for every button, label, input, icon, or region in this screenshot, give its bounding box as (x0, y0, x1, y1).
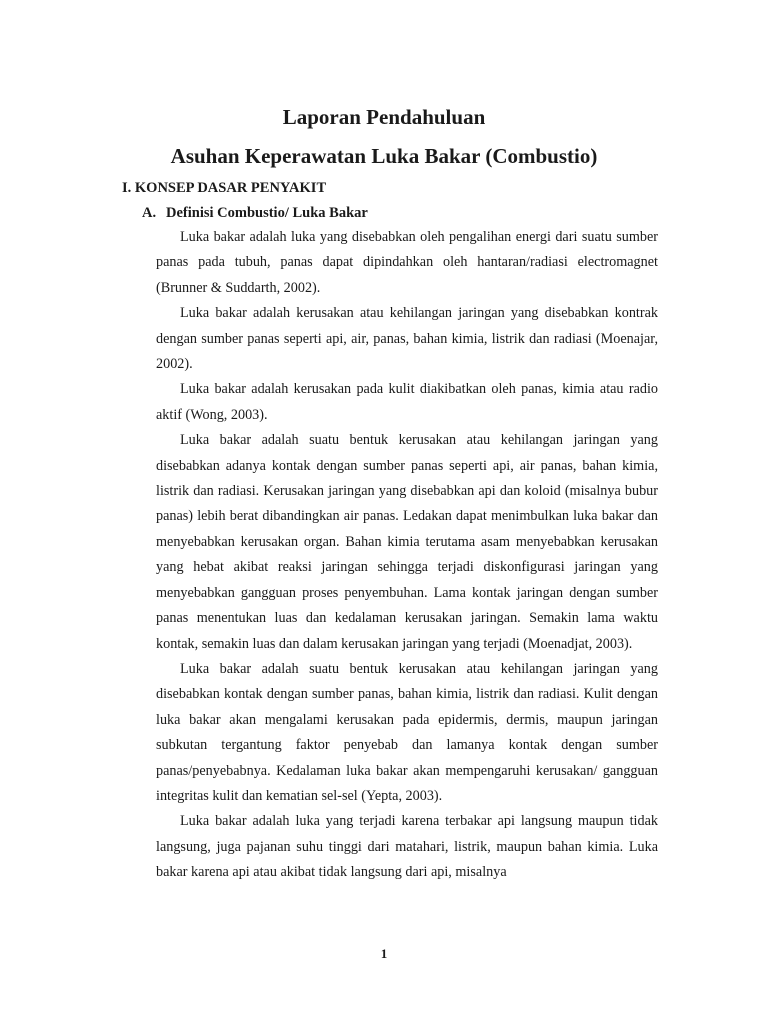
paragraph: Luka bakar adalah kerusakan pada kulit diakibatkan oleh panas, kimia atau radio aktif (Wong, 2003). (156, 381, 658, 423)
section-heading: I. KONSEP DASAR PENYAKIT (122, 180, 327, 196)
document-subtitle: Asuhan Keperawatan Luka Bakar (Combustio) (170, 144, 598, 168)
page-number: 1 (380, 946, 388, 961)
paragraph: Luka bakar adalah suatu bentuk kerusakan atau kehilangan jaringan yang disebabkan adanya kontak dengan sumber panas seperti api, air panas, bahan kimia, listrik dan radiasi. Kerusakan jaringan yang disebabkan api dan koloid (misalnya bubur panas) lebih berat dibandingkan air panas. Ledakan dapat menimbulkan luka bakar dan menyebabkan kerusakan organ. Bahan kimia terutama asam menyebabkan kerusakan yang hebat akibat reaksi jaringan sehingga terjadi diskonfigurasi jaringan yang menyebabkan gangguan proses penyembuhan. Lama kontak jaringan dengan sumber panas menentukan luas dan kedalaman kerusakan jaringan. Semakin lama waktu kontak, semakin luas dan dalam kerusakan jaringan yang terjadi (Moenadjat, 2003). (156, 432, 658, 652)
subsection-heading (142, 204, 368, 222)
paragraph: Luka bakar adalah suatu bentuk kerusakan atau kehilangan jaringan yang disebabkan kontak dengan sumber panas, bahan kimia, listrik dan radiasi. Kulit dengan luka bakar akan mengalami kerusakan pada epidermis, dermis, maupun jaringan subkutan tergantung faktor penyebab dan lamanya kontak dengan sumber panas/penyebabnya. Kedalaman luka bakar akan mempengaruhi kerusakan/ gangguan integritas kulit dan kematian sel-sel (Yepta, 2003). (156, 660, 658, 804)
body-text (156, 225, 658, 886)
paragraph: Luka bakar adalah kerusakan atau kehilangan jaringan yang disebabkan kontrak dengan sumber panas seperti api, air, panas, bahan kimia, listrik dan radiasi (Moenajar, 2002). (156, 305, 658, 373)
paragraph: Luka bakar adalah luka yang disebabkan oleh pengalihan energi dari suatu sumber panas pada tubuh, panas dapat dipindahkan oleh hantaran/radiasi electromagnet (Brunner & Suddarth, 2002). (156, 229, 658, 296)
subsection-title: Definisi Combustio/ Luka Bakar (166, 205, 368, 221)
document-title: Laporan Pendahuluan (282, 105, 486, 129)
subsection-letter: A. (142, 205, 157, 221)
paragraph: Luka bakar adalah luka yang terjadi karena terbakar api langsung maupun tidak langsung, juga pajanan suhu tinggi dari matahari, listrik, maupun bahan kimia. Luka bakar karena api atau akibat tidak langsung dari api, misalnya (156, 813, 658, 881)
